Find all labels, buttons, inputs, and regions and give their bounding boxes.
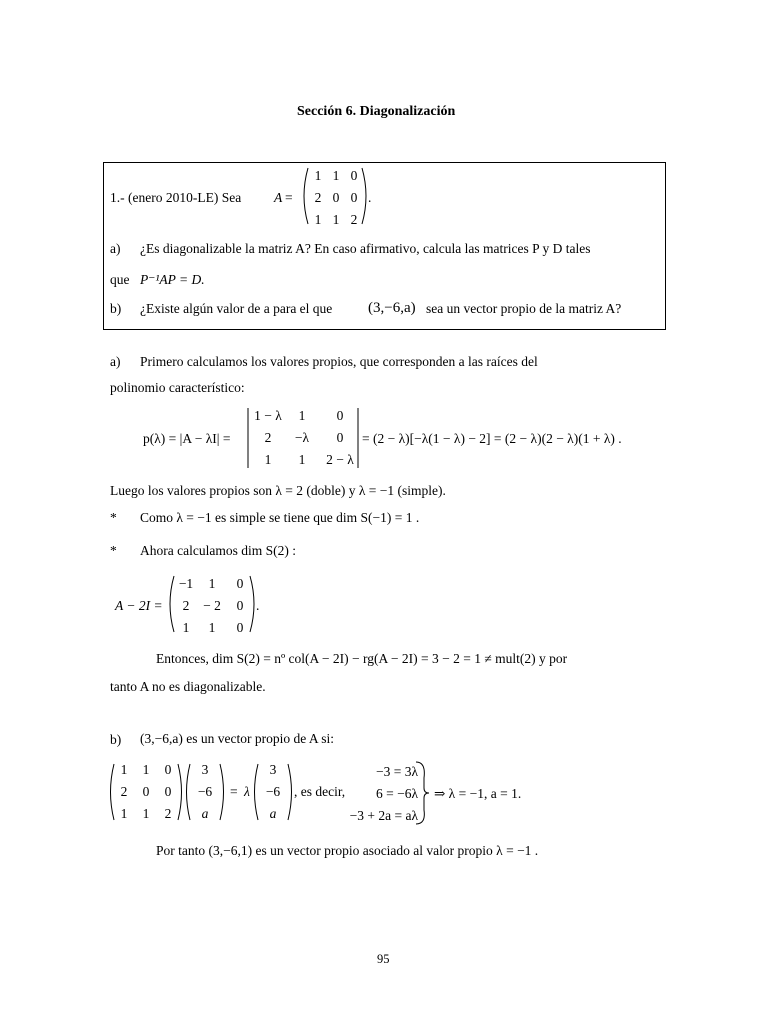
part-b-vector: (3,−6,a) [368,300,416,316]
matrix-cell: 1 [314,212,322,227]
eq3: −3 + 2a = aλ [349,808,418,823]
matrix-cell: 1 [314,168,322,183]
part-a-que: que [110,272,130,287]
matrix-cell: −1 [178,576,194,591]
item-2: Ahora calculamos dim S(2) : [140,543,296,558]
bullet-2: * [110,543,117,558]
solution-b-intro: (3,−6,a) es un vector propio de A si: [140,731,334,746]
matrix-cell: 2 [314,190,322,205]
solution-a-label: a) [110,354,121,369]
matrix-cell: 1 [298,408,306,423]
matrix-cell: 1 − λ [254,408,282,423]
solution-a-line1: Primero calculamos los valores propios, que corresponden a las raíces del [140,354,538,369]
matrix-cell: 1 [120,806,128,821]
matrix-cell: 0 [236,576,244,591]
part-b-label: b) [110,301,122,316]
matrix-cell: 0 [164,762,172,777]
matrix-cell: 1 [142,806,150,821]
matrix-cell: 0 [332,190,340,205]
matrix-cell: 2 − λ [326,452,354,467]
svg-text:.: . [368,190,372,205]
matrix-cell: 0 [142,784,150,799]
page-number: 95 [377,952,390,966]
svg-text:=: = [285,190,293,205]
es-decir: , es decir, [294,784,346,799]
matrix-cell: 1 [120,762,128,777]
eigen-line: Luego los valores propios son λ = 2 (doble) y λ = −1 (simple). [110,483,446,498]
matrix-cell: 2 [164,806,172,821]
vector-entry: −6 [265,784,281,799]
then-line: Entonces, dim S(2) = nº col(A − 2I) − rg(A − 2I) = 3 − 2 = 1 ≠ mult(2) y por [156,651,568,666]
matrix-cell: −λ [294,430,310,445]
part-a-label: a) [110,241,121,256]
matrix-cell: 2 [182,598,190,613]
matrix-cell: 1 [298,452,306,467]
matrix-cell: − 2 [203,598,221,613]
matrix-cell: 2 [264,430,272,445]
poly-rhs: = (2 − λ)[−λ(1 − λ) − 2] = (2 − λ)(2 − λ)(1 + λ) . [362,431,622,446]
a2i-lhs: A − 2I = [115,598,163,613]
vector-entry: −6 [197,784,213,799]
section-title: Sección 6. Diagonalización [297,104,456,119]
matrix-cell: 0 [164,784,172,799]
part-a-formula: P⁻¹AP = D. [140,272,205,287]
matrix-cell: 1 [332,168,340,183]
matrix-cell: 2 [120,784,128,799]
part-b-text-pre: ¿Existe algún valor de a para el que [140,301,333,316]
matrix-cell: 1 [208,576,216,591]
matrix-cell: 2 [350,212,358,227]
solution-b-label: b) [110,732,122,747]
solution-a-line2: polinomio característico: [110,380,245,395]
item-1: Como λ = −1 es simple se tiene que dim S(−1) = 1 . [140,510,420,525]
matrix-cell: 0 [236,620,244,635]
conclusion: tanto A no es diagonalizable. [110,679,266,694]
matrix-cell: 1 [182,620,190,635]
problem-intro: 1.- (enero 2010-LE) Sea [110,190,242,205]
eigenvector-equation [108,760,538,830]
lambda-symbol: λ [244,784,250,799]
matrix-cell: 0 [350,168,358,183]
vector-entry: a [269,806,277,821]
matrix-cell: 0 [336,430,344,445]
poly-lhs: p(λ) = |A − λI| = [143,431,231,446]
matrix-cell: 0 [350,190,358,205]
result: ⇒ λ = −1, a = 1. [434,786,522,801]
matrix-cell: 1 [208,620,216,635]
matrix-A-name: A [274,190,283,205]
matrix-cell: 0 [336,408,344,423]
eq1: −3 = 3λ [375,764,418,779]
final-line: Por tanto (3,−6,1) es un vector propio asociado al valor propio λ = −1 . [156,843,539,858]
svg-text:=: = [230,784,238,799]
matrix-cell: 1 [264,452,272,467]
part-b-text-post: sea un vector propio de la matriz A? [426,301,622,316]
vector-entry: a [201,806,209,821]
matrix-cell: 1 [332,212,340,227]
det-matrix [244,406,364,470]
svg-text:.: . [256,598,260,613]
part-a-text: ¿Es diagonalizable la matriz A? En caso afirmativo, calcula las matrices P y D tales [140,241,591,256]
matrix-cell: 1 [142,762,150,777]
vector-entry: 3 [201,762,209,777]
eq2: 6 = −6λ [375,786,418,801]
bullet-1: * [110,510,117,525]
a2i-matrix [164,572,274,636]
matrix-cell: 0 [236,598,244,613]
matrix-A-equation [272,164,382,228]
vector-entry: 3 [269,762,277,777]
